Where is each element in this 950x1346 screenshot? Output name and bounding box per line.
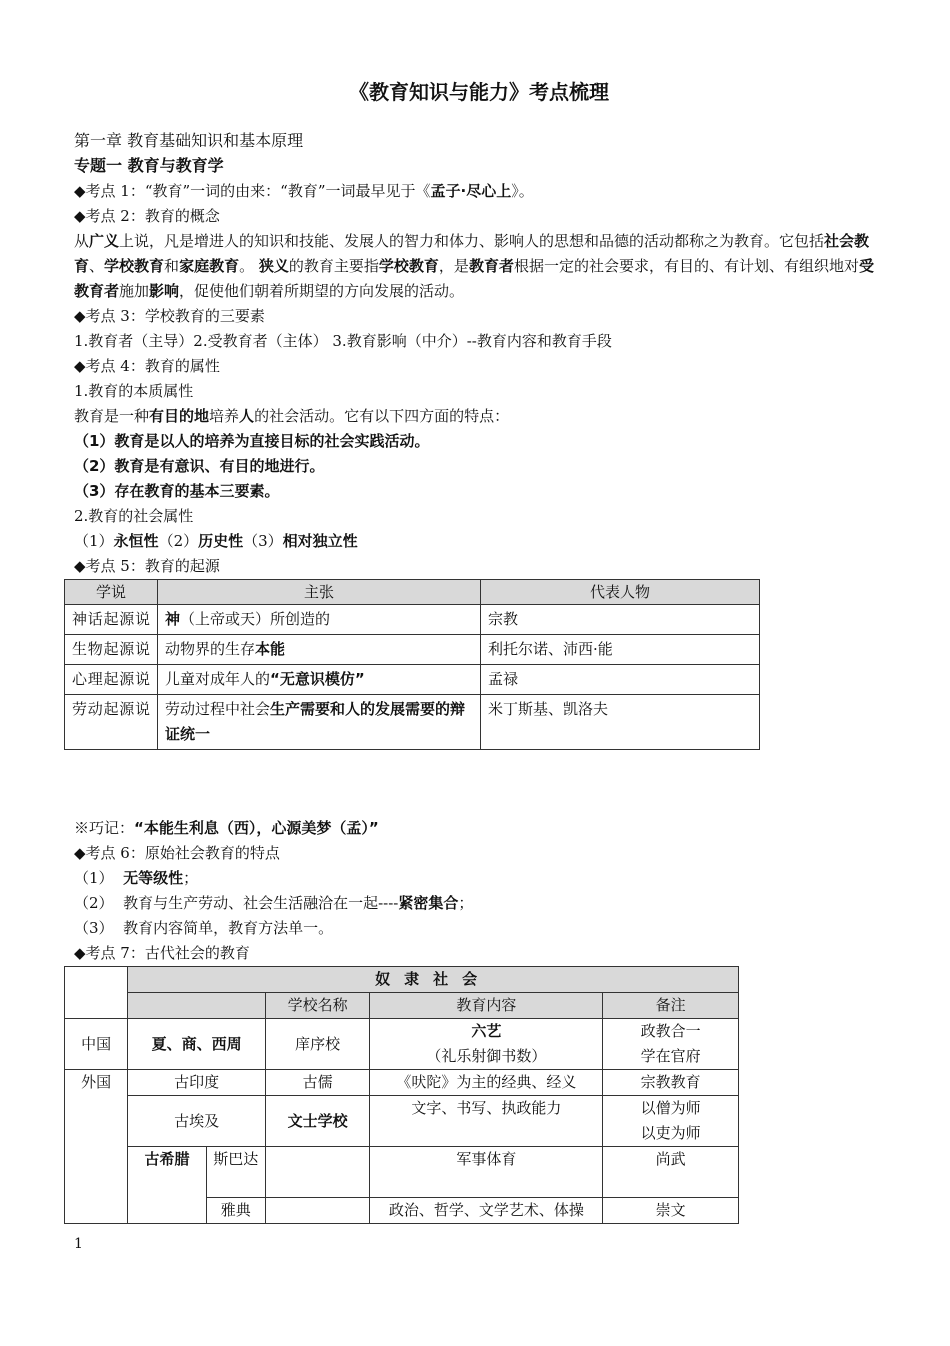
text-run: 、 <box>89 257 105 275</box>
text-run: 动物界的生存 <box>165 640 256 658</box>
bold-run: 广义 <box>89 232 120 250</box>
text-run: 劳动过程中社会 <box>165 700 271 718</box>
era-cell: 古希腊 <box>128 1147 206 1224</box>
text-run: （礼乐射御书数） <box>426 1047 547 1065</box>
claim-cell <box>158 605 481 635</box>
text-run: （2） <box>74 894 114 912</box>
school-cell <box>265 1147 369 1198</box>
text-run: 学在官府 <box>640 1047 701 1065</box>
table-row <box>65 1070 739 1096</box>
bold-run: 有目的地 <box>149 407 210 425</box>
text-run: ，是 <box>438 257 469 275</box>
table-row <box>65 1096 739 1147</box>
bold-run: 受教育者 <box>74 257 874 300</box>
table-header-cell: 教育内容 <box>370 993 603 1019</box>
table-header-row <box>65 580 760 605</box>
school-cell: 庠序校 <box>265 1019 369 1070</box>
text-run: 和 <box>164 257 180 275</box>
ancient-education-table <box>64 966 739 1224</box>
text-run: 儿童对成年人的 <box>165 670 271 688</box>
page-number: 1 <box>74 1236 83 1252</box>
bold-run: 学校教育 <box>104 257 165 275</box>
table-row <box>65 695 760 750</box>
text-run: 施加 <box>119 282 150 300</box>
bold-run: 历史性 <box>198 532 244 550</box>
table-row <box>65 605 760 635</box>
content-cell: 军事体育 <box>370 1147 603 1198</box>
era-cell: 夏、商、西周 <box>128 1019 266 1070</box>
bold-run: “无意识模仿” <box>270 670 365 688</box>
attr2-title: 2.教育的社会属性 <box>74 507 194 525</box>
text-run: 。 <box>239 257 255 275</box>
kp4-heading: ◆考点 4：教育的属性 <box>74 357 220 375</box>
text-run: 教育与生产劳动、社会生活融洽在一起---- <box>113 894 399 912</box>
school-cell <box>265 1198 369 1224</box>
text-run: ； <box>458 894 474 912</box>
bold-run: 无等级性 <box>123 869 184 887</box>
kp3-heading: ◆考点 3：学校教育的三要素 <box>74 307 265 325</box>
bold-run: 本能 <box>255 640 286 658</box>
claim-cell <box>158 695 481 750</box>
text-run: 从 <box>74 232 90 250</box>
table-header-cell: 代表人物 <box>481 580 760 605</box>
table-header-cell: 学说 <box>65 580 158 605</box>
table-row <box>65 635 760 665</box>
kp1-bold: 孟子·尽心上 <box>430 182 512 200</box>
text-run: （1） <box>74 532 114 550</box>
text-run: 根据一定的社会要求，有目的、有计划、有组织地对 <box>513 257 859 275</box>
school-cell: 文士学校 <box>265 1096 369 1147</box>
bold-run: 生产需要和人的发展需要的辩证统一 <box>165 700 466 743</box>
text-run: 的教育主要指 <box>288 257 379 275</box>
text-run: （2） <box>158 532 199 550</box>
table-header-cell: 主张 <box>158 580 481 605</box>
text-run: 以僧为师 <box>640 1099 701 1117</box>
topic-heading: 专题一 教育与教育学 <box>74 156 224 175</box>
bold-run: 人 <box>239 407 255 425</box>
text-run: 教育是一种 <box>74 407 150 425</box>
theory-cell: 劳动起源说 <box>65 695 158 750</box>
text-run: （3） <box>74 919 114 937</box>
table-row <box>65 665 760 695</box>
people-cell: 宗教 <box>481 605 760 635</box>
bold-run: 家庭教育 <box>179 257 240 275</box>
kp6-item <box>74 866 198 891</box>
attr1-item: （2）教育是有意识、有目的地进行。 <box>74 457 325 475</box>
people-cell: 米丁斯基、凯洛夫 <box>481 695 760 750</box>
claim-cell <box>158 635 481 665</box>
bold-run: 神 <box>165 610 181 628</box>
era-cell: 古印度 <box>128 1070 266 1096</box>
bold-run: 影响 <box>149 282 180 300</box>
region-cell: 外国 <box>65 1070 128 1224</box>
theory-cell: 生物起源说 <box>65 635 158 665</box>
document-title: 《教育知识与能力》考点梳理 <box>349 80 609 104</box>
attr1-item: （3）存在教育的基本三要素。 <box>74 482 280 500</box>
text-run: 上说，凡是增进人的知识和技能、发展人的智力和体力、影响人的思想和品德的活动都称之为教育。它包括 <box>119 232 825 250</box>
kp5-heading: ◆考点 5：教育的起源 <box>74 557 220 575</box>
content-cell: 文字、书写、执政能力 <box>370 1096 603 1147</box>
bold-run: 六艺 <box>471 1022 502 1040</box>
note-cell <box>603 1019 739 1070</box>
table-row <box>65 1147 739 1198</box>
school-cell: 古儒 <box>265 1070 369 1096</box>
kp6-heading: ◆考点 6：原始社会教育的特点 <box>74 844 280 862</box>
bold-run: 教育者 <box>468 257 514 275</box>
table-header-cell: 备注 <box>603 993 739 1019</box>
bold-run: 相对独立性 <box>282 532 358 550</box>
people-cell: 利托尔诺、沛西·能 <box>481 635 760 665</box>
bold-run: 学校教育 <box>378 257 439 275</box>
note-cell: 崇文 <box>603 1198 739 1224</box>
people-cell: 孟禄 <box>481 665 760 695</box>
bold-run: “本能生利息（西），心源美梦（孟）” <box>134 819 379 837</box>
text-run: （上帝或天）所创造的 <box>180 610 331 628</box>
bold-run: 社会教育 <box>74 232 870 275</box>
mnemonic-line <box>74 816 379 841</box>
table-row <box>65 1019 739 1070</box>
region-cell: 中国 <box>65 1019 128 1070</box>
concept-paragraph <box>74 229 882 304</box>
content-cell <box>370 1019 603 1070</box>
kp3-items: 1.教育者（主导）2.受教育者（主体） 3.教育影响（中介）--教育内容和教育手段 <box>74 332 612 350</box>
attr2-items <box>74 529 358 554</box>
content-cell: 《吠陀》为主的经典、经义 <box>370 1070 603 1096</box>
note-cell: 尚武 <box>603 1147 739 1198</box>
slave-society-header: 奴隶社会 <box>128 967 739 993</box>
theory-cell: 神话起源说 <box>65 605 158 635</box>
kp6-item <box>74 891 473 916</box>
kp1-label: ◆考点 1：“教育”一词的由来：“教育”一词最早见于《 <box>74 182 431 200</box>
text-run: （1） <box>74 869 114 887</box>
text-run: ，促使他们朝着所期望的方向发展的活动。 <box>179 282 465 300</box>
text-run: 以吏为师 <box>640 1124 701 1142</box>
claim-cell <box>158 665 481 695</box>
content-cell: 政治、哲学、文学艺术、体操 <box>370 1198 603 1224</box>
kp6-item <box>74 916 333 941</box>
table-row <box>65 967 739 993</box>
text-run: ※巧记： <box>74 819 135 837</box>
text-run: （3） <box>243 532 283 550</box>
era-cell: 古埃及 <box>128 1096 266 1147</box>
attr1-text <box>74 404 509 429</box>
table-header-row <box>65 993 739 1019</box>
bold-run: 永恒性 <box>113 532 159 550</box>
kp7-heading: ◆考点 7：古代社会的教育 <box>74 944 250 962</box>
text-run <box>114 869 124 887</box>
bold-run: 狭义 <box>258 257 289 275</box>
attr1-title: 1.教育的本质属性 <box>74 382 194 400</box>
theory-cell: 心理起源说 <box>65 665 158 695</box>
text-run: 的社会活动。它有以下四方面的特点： <box>254 407 510 425</box>
attr1-item: （1）教育是以人的培养为直接目标的社会实践活动。 <box>74 432 430 450</box>
note-cell <box>603 1096 739 1147</box>
empty-cell <box>65 967 128 1019</box>
city-cell: 雅典 <box>206 1198 265 1224</box>
text-run: 教育内容简单，教育方法单一。 <box>113 919 334 937</box>
kp1-end: 》。 <box>511 182 534 200</box>
note-cell: 宗教教育 <box>603 1070 739 1096</box>
kp1-line <box>74 179 534 204</box>
text-run: ； <box>183 869 199 887</box>
empty-cell <box>128 993 266 1019</box>
text-run: 培养 <box>209 407 240 425</box>
city-cell: 斯巴达 <box>206 1147 265 1198</box>
chapter-heading: 第一章 教育基础知识和基本原理 <box>74 131 304 150</box>
bold-run: 紧密集合 <box>398 894 459 912</box>
kp2-heading: ◆考点 2：教育的概念 <box>74 207 220 225</box>
origin-table <box>64 579 760 750</box>
text-run: 政教合一 <box>640 1022 701 1040</box>
table-header-cell: 学校名称 <box>265 993 369 1019</box>
